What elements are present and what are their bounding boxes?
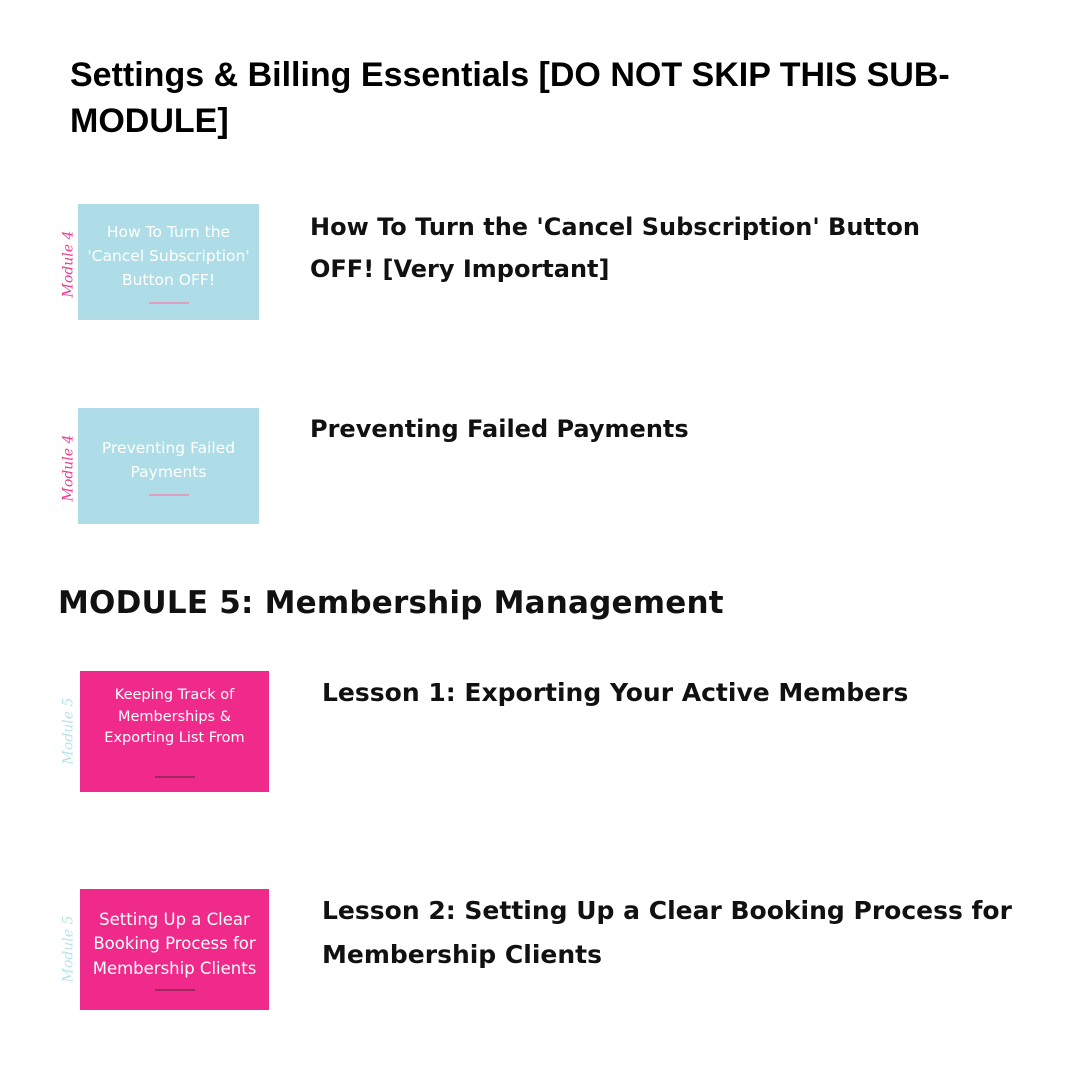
lesson-thumbnail[interactable] (80, 889, 269, 1010)
lesson-title[interactable]: Lesson 1: Exporting Your Active Members (322, 678, 909, 707)
lesson-cancel-subscription[interactable] (58, 204, 958, 324)
module-heading: MODULE 5: Membership Management (58, 585, 724, 621)
lesson-title[interactable]: Lesson 2: Setting Up a Clear Booking Process for Membership Clients (322, 896, 1012, 969)
thumbnail-underline (155, 776, 195, 778)
module-side-label: Module 5 (60, 915, 76, 983)
lesson-title[interactable]: Preventing Failed Payments (310, 415, 689, 443)
thumbnail-caption: How To Turn the 'Cancel Subscription' Button OFF! (87, 223, 250, 289)
lesson-thumbnail[interactable] (78, 408, 259, 524)
thumbnail-underline (155, 989, 195, 991)
thumbnail-caption: Setting Up a Clear Booking Process for Membership Clients (92, 909, 257, 978)
lesson-booking-process[interactable] (58, 889, 1018, 1014)
thumbnail-underline (149, 494, 189, 496)
module-side-label: Module 4 (60, 434, 76, 502)
lesson-title[interactable]: How To Turn the 'Cancel Subscription' Button OFF! [Very Important] (310, 213, 920, 283)
thumbnail-underline (149, 302, 189, 304)
lesson-preventing-failed-payments[interactable] (58, 408, 958, 528)
thumbnail-caption: Keeping Track of Memberships & Exporting List From (104, 687, 245, 747)
lesson-thumbnail[interactable] (80, 671, 269, 792)
section-title: Settings & Billing Essentials [DO NOT SKIP THIS SUB-MODULE] (70, 56, 950, 140)
thumbnail-caption: Preventing Failed Payments (101, 439, 236, 481)
lesson-exporting-active-members[interactable] (58, 671, 1018, 796)
module-side-label: Module 4 (60, 230, 76, 298)
lesson-thumbnail[interactable] (78, 204, 259, 320)
module-side-label: Module 5 (60, 697, 76, 765)
